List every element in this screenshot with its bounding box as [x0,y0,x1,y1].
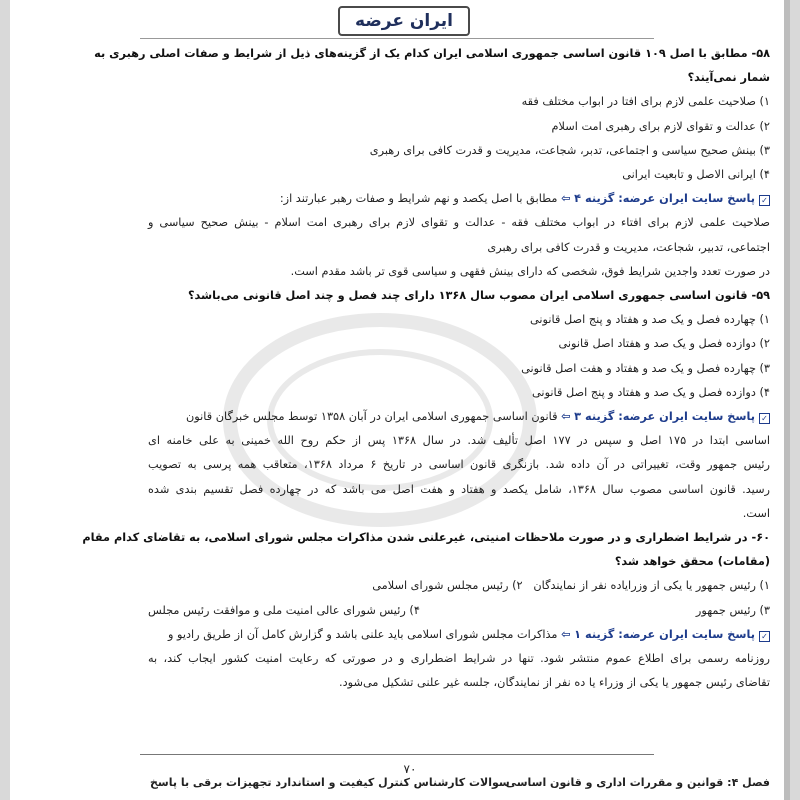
answer-58-head: پاسخ سایت ایران عرضه: گزینه ۴ [574,192,755,206]
answer-58-line2: صلاحیت علمی لازم برای افتاء در ابواب مختلف فقه - عدالت و تقوای لازم برای رهبری امت اسلام - بینش صحیح سیاسی و [148,216,770,230]
question-60-line1: ۶۰- در شرایط اضطراری و در صورت ملاحظات امنیتی، غیرعلنی شدن مذاکرات مجلس شورای اسلامی، به تقاضای کدام مقام [82,531,770,545]
question-60-option-3: ۳) رئیس جمهور [695,603,770,617]
question-59-option-2: ۲) دوازده فصل و یک صد و هفتاد اصل قانونی [558,337,770,351]
question-58-line1: ۵۸- مطابق با اصل ۱۰۹ قانون اساسی جمهوری اسلامی ایران کدام یک از گزینه‌های ذیل از شرایط و صفات اصلی رهبری به [94,47,770,60]
question-60-options-row2 [148,599,770,623]
question-59: ۵۹- قانون اساسی جمهوری اسلامی ایران مصوب سال ۱۳۶۸ دارای چند فصل و چند اصل قانونی می‌باشد؟ [187,289,770,303]
answer-60-text: مذاکرات مجلس شورای اسلامی باید علنی باشد و گزارش کامل آن از طریق رادیو و [167,627,558,641]
answer-59-line3: رئیس جمهور وقت، تغییراتی در آن داده شد. بازنگری قانون اساسی در تاریخ ۶ مرداد ۱۳۶۸، متعاقب همه پرسی به تصویب [148,458,770,472]
question-59-option-4: ۴) دوازده فصل و یک صد و هفتاد و پنج اصل قانونی [532,385,770,399]
answer-58-line3: اجتماعی، تدبیر، شجاعت، مدیریت و قدرت کافی برای رهبری [487,240,770,254]
answer-60-head: پاسخ سایت ایران عرضه: گزینه ۱ [574,627,755,641]
question-60-option-4: ۴) رئیس شورای عالی امنیت ملی و موافقت رئیس مجلس [148,603,420,617]
question-58-option-1: ۱) صلاحیت علمی لازم برای افتا در ابواب مختلف فقه [521,95,770,109]
answer-59-line5: است. [742,506,770,520]
footer-chapter-title: فصل ۴: قوانین و مقررات اداری و قانون اساسی [505,776,770,789]
answer-58-line4: در صورت تعدد واجدین شرایط فوق، شخصی که دارای بینش فقهی و سیاسی قوی تر باشد مقدم است. [290,264,770,278]
checkbox-icon: ✓ [759,631,770,642]
question-58-line2: شمار نمی‌آیند؟ [687,71,770,85]
arrow-icon: ⇦ [561,627,571,641]
checkbox-icon: ✓ [759,413,770,424]
site-logo [338,6,470,36]
footer-divider [140,754,654,755]
answer-60-line3: تقاضای رئیس جمهور یا یکی از وزراء یا ده نفر از نمایندگان، جلسه غیر علنی تشکیل می‌شود. [339,676,770,690]
page-edge-shadow [784,0,790,800]
arrow-icon: ⇦ [561,410,571,424]
answer-58-line1 [148,187,770,211]
checkbox-icon: ✓ [759,195,770,206]
question-59-option-1: ۱) چهارده فصل و یک صد و هفتاد و پنج اصل قانونی [530,313,770,327]
footer-book-title: سوالات کارشناس کنترل کیفیت و استاندارد تجهیزات برقی با پاسخ [150,776,510,789]
question-58-option-3: ۳) بینش صحیح سیاسی و اجتماعی، تدبر، شجاعت، مدیریت و قدرت کافی برای رهبری [369,143,770,157]
page-number: ۷۰ [403,762,417,776]
answer-59-head: پاسخ سایت ایران عرضه: گزینه ۳ [574,410,755,424]
question-60-option-1: ۱) رئیس جمهور یا یکی از وزرایاده نفر از نمایندگان [533,579,770,593]
question-59-option-3: ۳) چهارده فصل و یک صد و هفتاد و هفت اصل قانونی [521,361,770,375]
answer-60-line2: روزنامه رسمی برای اطلاع عموم منتشر شود. تنها در شرایط اضطراری و در صورتی که رعایت امنیت کشور ایجاب کند، به [148,652,770,666]
answer-59-line4: رسید. قانون اساسی مصوب سال ۱۳۶۸، شامل یکصد و هفتاد و هفت اصل می باشد که در چهارده فصل تقسیم بندی شده [148,482,770,496]
page-content [82,42,771,695]
question-58-option-2: ۲) عدالت و تقوای لازم برای رهبری امت اسلام [551,119,770,133]
arrow-icon: ⇦ [561,192,571,206]
answer-60-line1 [148,623,770,647]
document-page [10,0,784,800]
question-58-option-4: ۴) ایرانی الاصل و تابعیت ایرانی [622,168,770,182]
answer-59-line2: اساسی ابتدا در ۱۷۵ اصل و سپس در ۱۷۷ اصل تألیف شد. در سال ۱۳۶۸ پس از حکم روح الله خمینی به علی خامنه ای [148,434,771,448]
question-60-options-row1 [148,574,770,598]
question-60-option-2: ۲) رئیس مجلس شورای اسلامی [372,579,523,593]
logo-text: ایران عرضه [355,11,453,31]
answer-58-text: مطابق با اصل یکصد و نهم شرایط و صفات رهبر عبارتند از: [279,192,558,206]
answer-59-line1 [148,405,770,429]
answer-59-text: قانون اساسی جمهوری اسلامی ایران در آبان ۱۳۵۸ توسط مجلس خبرگان قانون [186,410,558,424]
header-divider [140,38,654,39]
question-60-line2: (مقامات) محقق خواهد شد؟ [614,555,770,569]
